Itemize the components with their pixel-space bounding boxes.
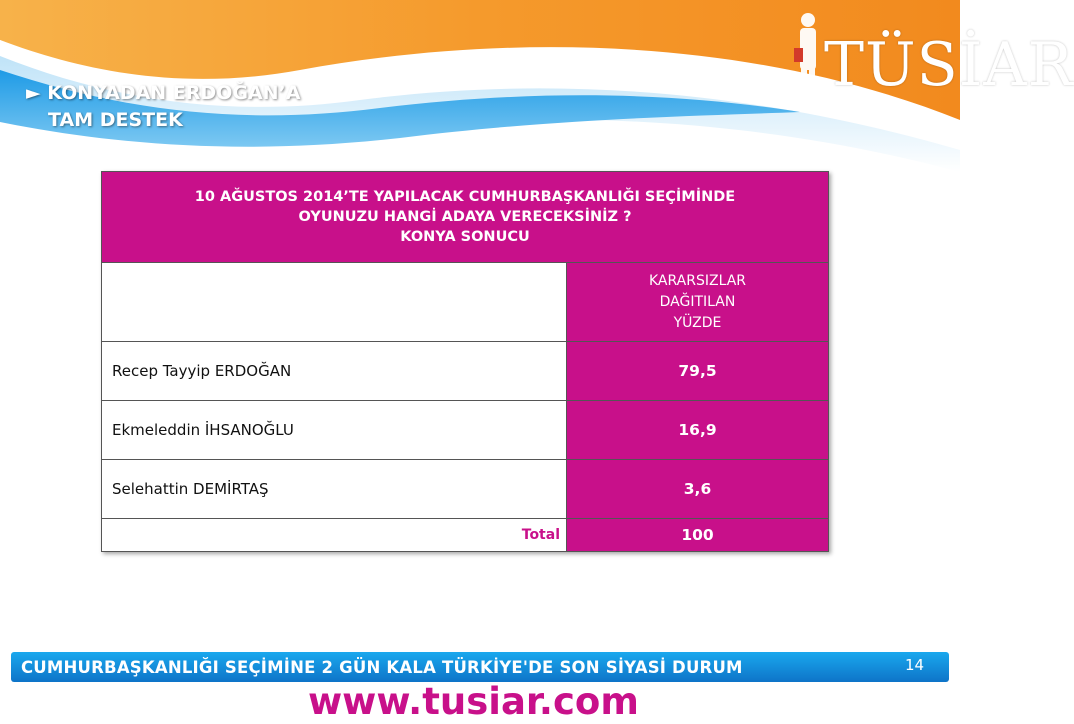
question-line1: 10 AĞUSTOS 2014’TE YAPILACAK CUMHURBAŞKANLIĞI SEÇİMİNDE <box>194 189 736 205</box>
slide-title <box>26 80 300 134</box>
logo-text: TÜSİAR <box>824 30 1074 100</box>
page-number: 14 <box>905 656 925 674</box>
column-header-line3: YÜZDE <box>673 314 722 331</box>
question-line3: KONYA SONUCU <box>400 229 530 245</box>
slide-title-line1: ► KONYADAN ERDOĞAN’A <box>26 82 301 104</box>
total-row <box>102 519 829 552</box>
total-label: Total <box>102 519 567 552</box>
briefcase-icon <box>794 48 803 62</box>
table-row <box>102 342 829 401</box>
question-line2: OYUNUZU HANGİ ADAYA VERECEKSİNİZ ? <box>298 209 632 225</box>
table-row <box>102 460 829 519</box>
footer-banner-text: CUMHURBAŞKANLIĞI SEÇİMİNE 2 GÜN KALA TÜRKİYE'DE SON SİYASİ DURUM <box>21 658 743 677</box>
column-header-line2: DAĞITILAN <box>659 293 736 310</box>
table-header-row <box>102 172 829 263</box>
column-header-row <box>102 263 829 342</box>
total-value: 100 <box>567 519 829 552</box>
candidate-name: Ekmeleddin İHSANOĞLU <box>102 401 567 460</box>
table-row <box>102 401 829 460</box>
results-table <box>101 171 829 552</box>
candidate-percent: 79,5 <box>567 342 829 401</box>
candidate-percent: 16,9 <box>567 401 829 460</box>
column-header <box>567 263 829 342</box>
person-figure-icon <box>800 13 816 112</box>
question-header <box>102 172 829 263</box>
candidate-percent: 3,6 <box>567 460 829 519</box>
blank-header-cell <box>102 263 567 342</box>
column-header-line1: KARARSIZLAR <box>648 272 746 289</box>
candidate-name: Selehattin DEMİRTAŞ <box>102 460 567 519</box>
candidate-name: Recep Tayyip ERDOĞAN <box>102 342 567 401</box>
slide-title-line2: TAM DESTEK <box>48 109 183 131</box>
website-link[interactable]: www.tusiar.com <box>308 680 639 723</box>
